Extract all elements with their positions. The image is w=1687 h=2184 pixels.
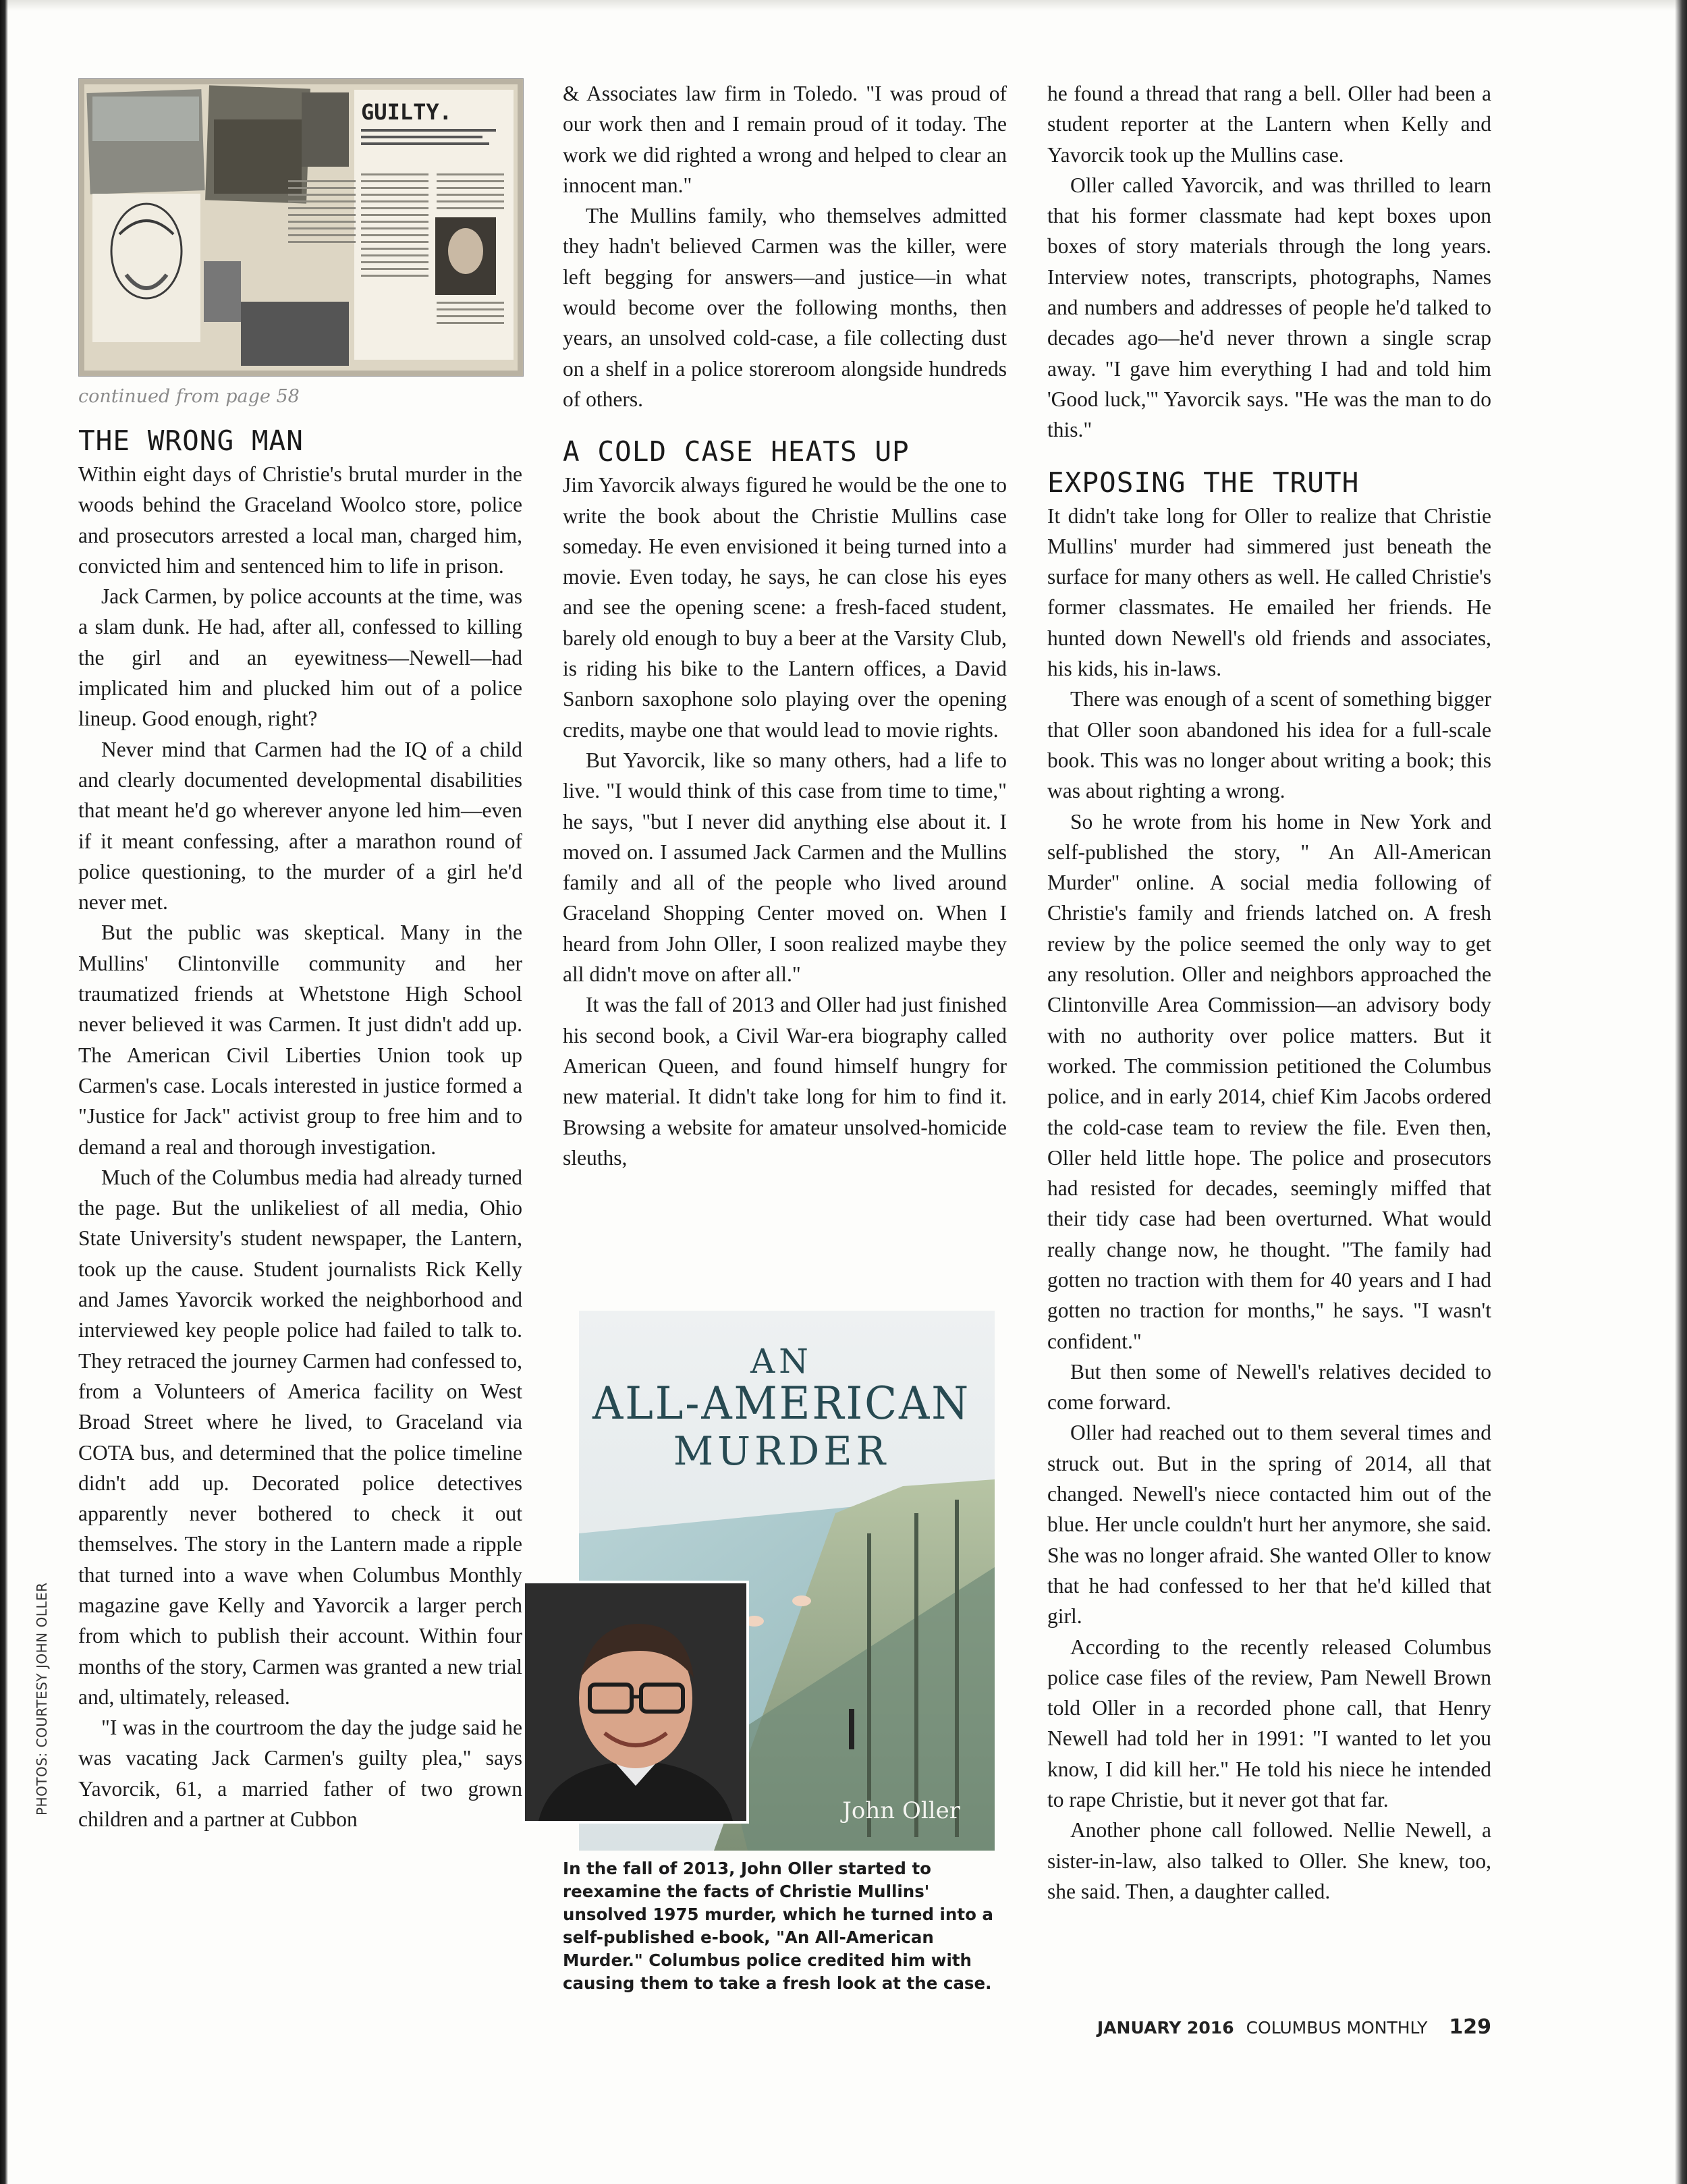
thumbnail-headline: GUILTY. <box>361 99 452 125</box>
paragraph: "I was in the courtroom the day the judge said he was vacating Jack Carmen's guilty plea," says Yavorcik, 61, a married father of two grown children and a partner at Cubbon <box>78 1716 522 1832</box>
paragraph: Much of the Columbus media had already turned the page. But the unlikeliest of all media, Ohio State University's student newspaper, the Lantern, took up the cause. Student journalists Rick Kelly and James Yavorcik worked the neighborhood and interviewed key people police had failed to talk to. They retraced the journey Carmen had confessed to, from a Volunteers of America facility on West Broad Street where he lived, to Graceland via COTA bus, and determined that the police timeline didn't add up. Decorated police detectives apparently never bothered to check it out themselves. The story in the Lantern made a ripple that turned into a wave when Columbus Monthly magazine gave Kelly and Yavorcik a larger perch from which to publish their account. Within four months of the story, Carmen was granted a new trial and, ultimately, released. <box>78 1165 522 1709</box>
author-portrait <box>522 1581 749 1824</box>
book-title-line-2: ALL-AMERICAN <box>592 1377 970 1429</box>
paragraph: There was enough of a scent of something bigger that Oller soon abandoned his idea for a full-scale book. This was no longer about writing a book; this was about righting a wrong. <box>1047 687 1491 803</box>
paragraph: & Associates law firm in Toledo. "I was proud of our work then and I remain proud of it today. The work we did righted a wrong and helped to clear an innocent man." <box>563 82 1007 197</box>
paragraph: But the public was skeptical. Many in the Mullins' Clintonville community and her traumatized friends at Whetstone High School never believed it was Carmen. It just didn't add up. The American Civil Liberties Union took up Carmen's case. Locals interested in justice formed a "Justice for Jack" activist group to free him and to demand a real and thorough investigation. <box>78 921 522 1159</box>
page-number: 129 <box>1449 2015 1491 2039</box>
paragraph: It was the fall of 2013 and Oller had just finished his second book, a Civil War-era biography called American Queen, and found himself hungry for new material. It didn't take long for him to find it. Browsing a website for amateur unsolved-homicide sleuths, <box>563 993 1007 1170</box>
figure-caption: In the fall of 2013, John Oller started to reexamine the facts of Christie Mullins' unsolved 1975 murder, which he turned into a self-published e-book, "An All-American Murder." Columbus police credited him with causing them to take a fresh look at the case. <box>563 1859 993 1993</box>
book-title-line-3: MURDER <box>673 1428 890 1474</box>
author-photo <box>525 1583 746 1821</box>
footer-publication: COLUMBUS MONTHLY <box>1246 2018 1428 2038</box>
paragraph: According to the recently released Columbus police case files of the review, Pam Newell Brown told Oller in a recorded phone call, that Henry Newell had told her in 1991: "I wanted to let you know, I did kill her." He told his niece he intended to rape Christie, but it never got that far. <box>1047 1635 1491 1812</box>
section-heading-exposing-truth: EXPOSING THE TRUTH <box>1047 466 1360 499</box>
binding-edge <box>0 0 8 2184</box>
paragraph: Another phone call followed. Nellie Newell, a sister-in-law, also talked to Oller. She knew, too, she said. Then, a daughter called. <box>1047 1818 1491 1903</box>
column-3 <box>1047 78 1491 1907</box>
paragraph: he found a thread that rang a bell. Oller had been a student reporter at the Lantern when Kelly and Yavorcik took up the Mullins case. <box>1047 82 1491 167</box>
paragraph: Oller called Yavorcik, and was thrilled to learn that his former classmate had kept boxes upon boxes of story materials through the long years. Interview notes, transcripts, photographs, Names and numbers and addresses of people he'd talked to decades ago—he'd never thrown a single scrap away. "I gave him everything I had and told him 'Good luck,'" Yavorcik says. "He was the man to do this." <box>1047 173 1491 442</box>
page-right-edge <box>1675 0 1687 2184</box>
section-heading-cold-case: A COLD CASE HEATS UP <box>563 435 910 468</box>
section-heading-wrong-man: THE WRONG MAN <box>78 425 304 457</box>
collage-image <box>79 79 523 376</box>
paragraph: But then some of Newell's relatives decided to come forward. <box>1047 1359 1491 1415</box>
paragraph: Jim Yavorcik always figured he would be the one to write the book about the Christie Mullins case someday. He even envisioned it being turned into a movie. Even today, he says, he can close his eyes and see the opening scene: a fresh-faced student, barely old enough to buy a beer at the Varsity Club, is riding his bike to the Lantern offices, a David Sanborn saxophone solo playing over the opening credits, maybe one that would lead to movie rights. <box>563 473 1007 742</box>
paragraph: Oller had reached out to them several times and struck out. But in the spring of 2014, all that changed. Newell's niece contacted him out of the blue. Her uncle couldn't hurt her anymore, she said. She was no longer afraid. She wanted Oller to know that he had confessed to her that he'd killed that girl. <box>1047 1421 1491 1629</box>
paragraph: Jack Carmen, by police accounts at the time, was a slam dunk. He had, after all, confessed to killing the girl and an eyewitness—Newell—had implicated him and plucked him out of a police lineup. Good enough, right? <box>78 584 522 731</box>
previous-spread-thumbnail <box>78 78 524 377</box>
page-top-edge <box>0 0 1687 11</box>
page-footer <box>1097 2015 1491 2039</box>
paragraph: It didn't take long for Oller to realize that Christie Mullins' murder had simmered just beneath the surface for many others as well. He called Christie's former classmates. He emailed her friends. He hunted down Newell's old friends and associates, his kids, his in-laws. <box>1047 503 1491 681</box>
paragraph: But Yavorcik, like so many others, had a life to live. "I would think of this case from time to time," he says, "but I never did anything else about it. I moved on. I assumed Jack Carmen and the Mullins family and all of the people who lived around Graceland Shopping Center moved on. When I heard from John Oller, I soon realized maybe they all didn't move on after all." <box>563 748 1007 987</box>
paragraph: So he wrote from his home in New York and self-published the story, " An All-American Murder" online. A social media following of Christie's family and friends latched on. A fresh review by the police seemed the only way to get any resolution. Oller and neighbors approached the Clintonville Area Commission—an advisory body with no authority over police matters. But it worked. The commission petitioned the Columbus police, and in early 2014, chief Kim Jacobs ordered the cold-case team to review the file. Even then, Oller held little hope. The police and prosecutors had resisted for decades, seemingly miffed that their tidy case had been overturned. What would really change now, he thought. "The family had gotten no traction with them for 40 years and I had gotten no traction for months," he says. "I wasn't confident." <box>1047 809 1491 1353</box>
book-cover-figure <box>522 1311 995 1824</box>
book-title-line-1: AN <box>750 1342 812 1381</box>
paragraph: The Mullins family, who themselves admitted they hadn't believed Carmen was the killer, were left begging for answers—and justice—in what would become over the following months, then years, an unsolved cold-case, a file collecting dust on a shelf in a police storeroom alongside hundreds of others. <box>563 204 1007 411</box>
paragraph: Never mind that Carmen had the IQ of a child and clearly documented developmental disabilities that meant he'd go wherever anyone led him—even if it meant confessing, after a marathon round of police questioning, to the murder of a girl he'd never met. <box>78 737 522 914</box>
paragraph: Within eight days of Christie's brutal murder in the woods behind the Graceland Woolco store, police and prosecutors arrested a local man, charged him, convicted him and sentenced him to life in prison. <box>78 462 522 578</box>
photo-credit: PHOTOS: COURTESY JOHN OLLER <box>34 1582 50 1816</box>
continued-note: continued from page 58 <box>78 386 300 407</box>
column-1 <box>78 78 522 1834</box>
footer-month: JANUARY 2016 <box>1097 2018 1234 2038</box>
book-author: John Oller <box>842 1797 960 1824</box>
column-2 <box>563 78 1007 1173</box>
